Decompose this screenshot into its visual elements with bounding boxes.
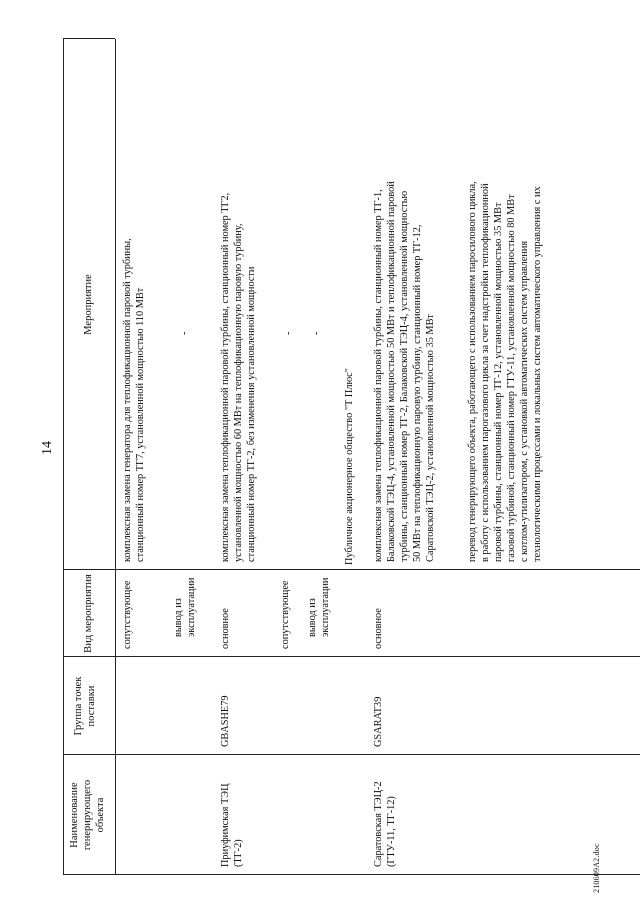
row-event: перевод генерирующего объекта, работающего с использованием паросилового цикла, в работу с использованием парогазового цикла за счет надстройки теплофикационной паровой турбины, станционный номер ТГ-12, установленной мощностью 35 МВт газовой турбиной, станционный номер ГТУ-11, установленной мощностью 80 МВт с котлом-утилизатором, с установкой автоматических систем управления технологическими процессами и локальных систем автоматического управления с их (467, 181, 543, 562)
header-event: Мероприятие (83, 274, 94, 335)
row-type: сопутствующее (280, 580, 291, 649)
document-id: 210609А2.doc (592, 843, 601, 893)
col-border-3 (63, 569, 640, 570)
row-event-dash: - (311, 331, 322, 335)
col-border-0 (63, 874, 640, 875)
row-type: основное (373, 608, 384, 649)
header-bottom-border (115, 39, 116, 875)
page-number: 14 (40, 441, 55, 455)
row-type: вывод из эксплуатации (173, 577, 197, 637)
row-event-dash: - (283, 331, 294, 335)
object-name: Приуфимская ТЭЦ (ТГ-2) (220, 783, 244, 867)
header-type: Вид мероприятия (83, 574, 94, 653)
company-name: Публичное акционерное общество "Т Плюс" (344, 368, 355, 565)
row-type: вывод из эксплуатации (307, 577, 331, 637)
row-event-dash: - (179, 331, 190, 335)
group-code: GSARAT39 (373, 696, 384, 747)
row-event: комплексная замена теплофикационной паровой турбины, станционный номер ТГ2, установленной мощностью 60 МВт на теплофикационную паровую турбину, станционный номер ТГ-2, без изменения установленной мощности (220, 192, 257, 562)
col-border-1 (63, 754, 640, 755)
table-top-border (63, 39, 64, 875)
group-code: GBASHE79 (220, 695, 231, 747)
header-name: Наименование генерирующего объекта (69, 779, 106, 851)
row-type: сопутствующее (122, 580, 133, 649)
col-border-2 (63, 656, 640, 657)
row-event: комплексная замена генератора для теплофикационной паровой турбины, станционный номер ТГ7, установленной мощностью 110 МВт (122, 238, 146, 562)
row-type: основное (220, 608, 231, 649)
row-event: комплексная замена теплофикационной паровой турбины, станционный номер ТГ-1, Балаковской ТЭЦ-4, установленной мощностью 50 МВт и теплофикационной паровой турбины, станционный номер ТГ-2, Балаковской ТЭЦ-4, установленной мощностью 50 МВт на теплофикационную паровую турбину, станционный номер ТГ-12, Саратовской ТЭЦ-2, установленной мощностью 35 МВт (373, 181, 436, 562)
header-group: Группа точек поставки (73, 676, 97, 736)
object-name: Саратовская ТЭЦ-2 (ГТУ-11, ТГ-12) (373, 781, 397, 867)
